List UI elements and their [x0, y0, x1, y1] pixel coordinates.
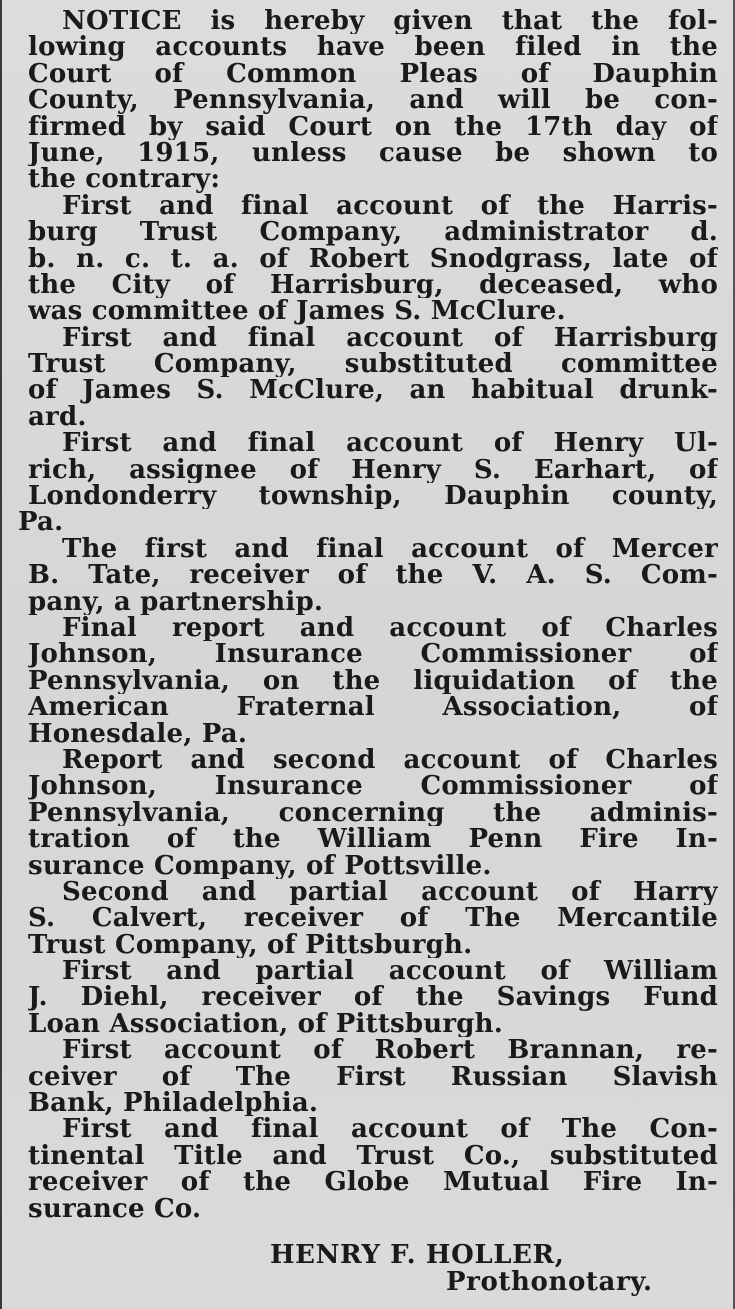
notice-line: Second and partial account of Harry [62, 878, 718, 906]
notice-line: burg Trust Company, administrator d. [28, 219, 718, 246]
notice-line: June, 1915, unless cause be shown to [28, 139, 718, 167]
notice-line: First and final account of the Harris- [62, 192, 718, 220]
notice-line: Johnson, Insurance Commissioner of [28, 641, 718, 668]
notice-line: tration of the William Penn Fire In- [28, 826, 718, 853]
notice-line: tinental Title and Trust Co., substituted [28, 1142, 718, 1170]
notice-line: pany, a partnership. [28, 588, 324, 615]
notice-line: Final report and account of Charles [62, 614, 718, 642]
notice-line: County, Pennsylvania, and will be con- [28, 87, 718, 114]
notice-line: Honesdale, Pa. [28, 720, 248, 747]
notice-line: American Fraternal Association, of [28, 694, 718, 721]
notice-line: S. Calvert, receiver of The Mercantile [28, 905, 718, 932]
notice-line: First account of Robert Brannan, re- [62, 1037, 718, 1064]
notice-line: First and final account of The Con- [62, 1116, 718, 1143]
notice-line: J. Diehl, receiver of the Savings Fund [28, 984, 718, 1011]
notice-line: of James S. McClure, an habitual drunk- [28, 377, 718, 404]
notice-line: surance Company, of Pottsville. [28, 852, 492, 879]
signature-title: Prothonotary. [446, 1267, 653, 1297]
notice-line: Trust Company, substituted committee [28, 351, 718, 378]
notice-line: Johnson, Insurance Commissioner of [28, 773, 718, 800]
notice-line: NOTICE is hereby given that the fol- [62, 8, 718, 35]
notice-line: Pennsylvania, on the liquidation of the [28, 667, 718, 695]
notice-line: firmed by said Court on the 17th day of [28, 113, 718, 140]
notice-line: the City of Harrisburg, deceased, who [28, 271, 718, 299]
notice-line: receiver of the Globe Mutual Fire In- [28, 1169, 718, 1196]
notice-line: the contrary: [28, 166, 221, 193]
notice-line: ard. [28, 403, 87, 431]
notice-line: ceiver of The First Russian Slavish [28, 1063, 718, 1091]
notice-line: Londonderry township, Dauphin county, [28, 483, 718, 510]
notice-line: Bank, Philadelphia. [28, 1090, 319, 1117]
notice-line: First and final account of Henry Ul- [62, 430, 718, 457]
notice-line: b. n. c. t. a. of Robert Snodgrass, late of [28, 245, 718, 272]
notice-line: Loan Association, of Pittsburgh. [28, 1010, 503, 1038]
notice-line: First and final account of Harrisburg [62, 324, 718, 352]
notice-line: Pa. [18, 509, 64, 536]
notice-line: was committee of James S. McClure. [28, 298, 566, 325]
notice-line: Pennsylvania, concerning the adminis- [28, 799, 718, 827]
legal-notice-body [18, 8, 718, 1222]
notice-line: rich, assignee of Henry S. Earhart, of [28, 456, 718, 484]
notice-line: First and partial account of William [62, 958, 718, 985]
notice-line: surance Co. [28, 1195, 202, 1222]
notice-line: Trust Company, of Pittsburgh. [28, 931, 473, 959]
signature-name: HENRY F. HOLLER, [270, 1240, 565, 1270]
notice-line: Court of Common Pleas of Dauphin [28, 60, 718, 88]
notice-line: Report and second account of Charles [62, 746, 718, 774]
notice-line: lowing accounts have been filed in the [28, 34, 718, 61]
notice-line: B. Tate, receiver of the V. A. S. Com- [28, 562, 718, 589]
notice-line: The first and final account of Mercer [62, 535, 718, 563]
